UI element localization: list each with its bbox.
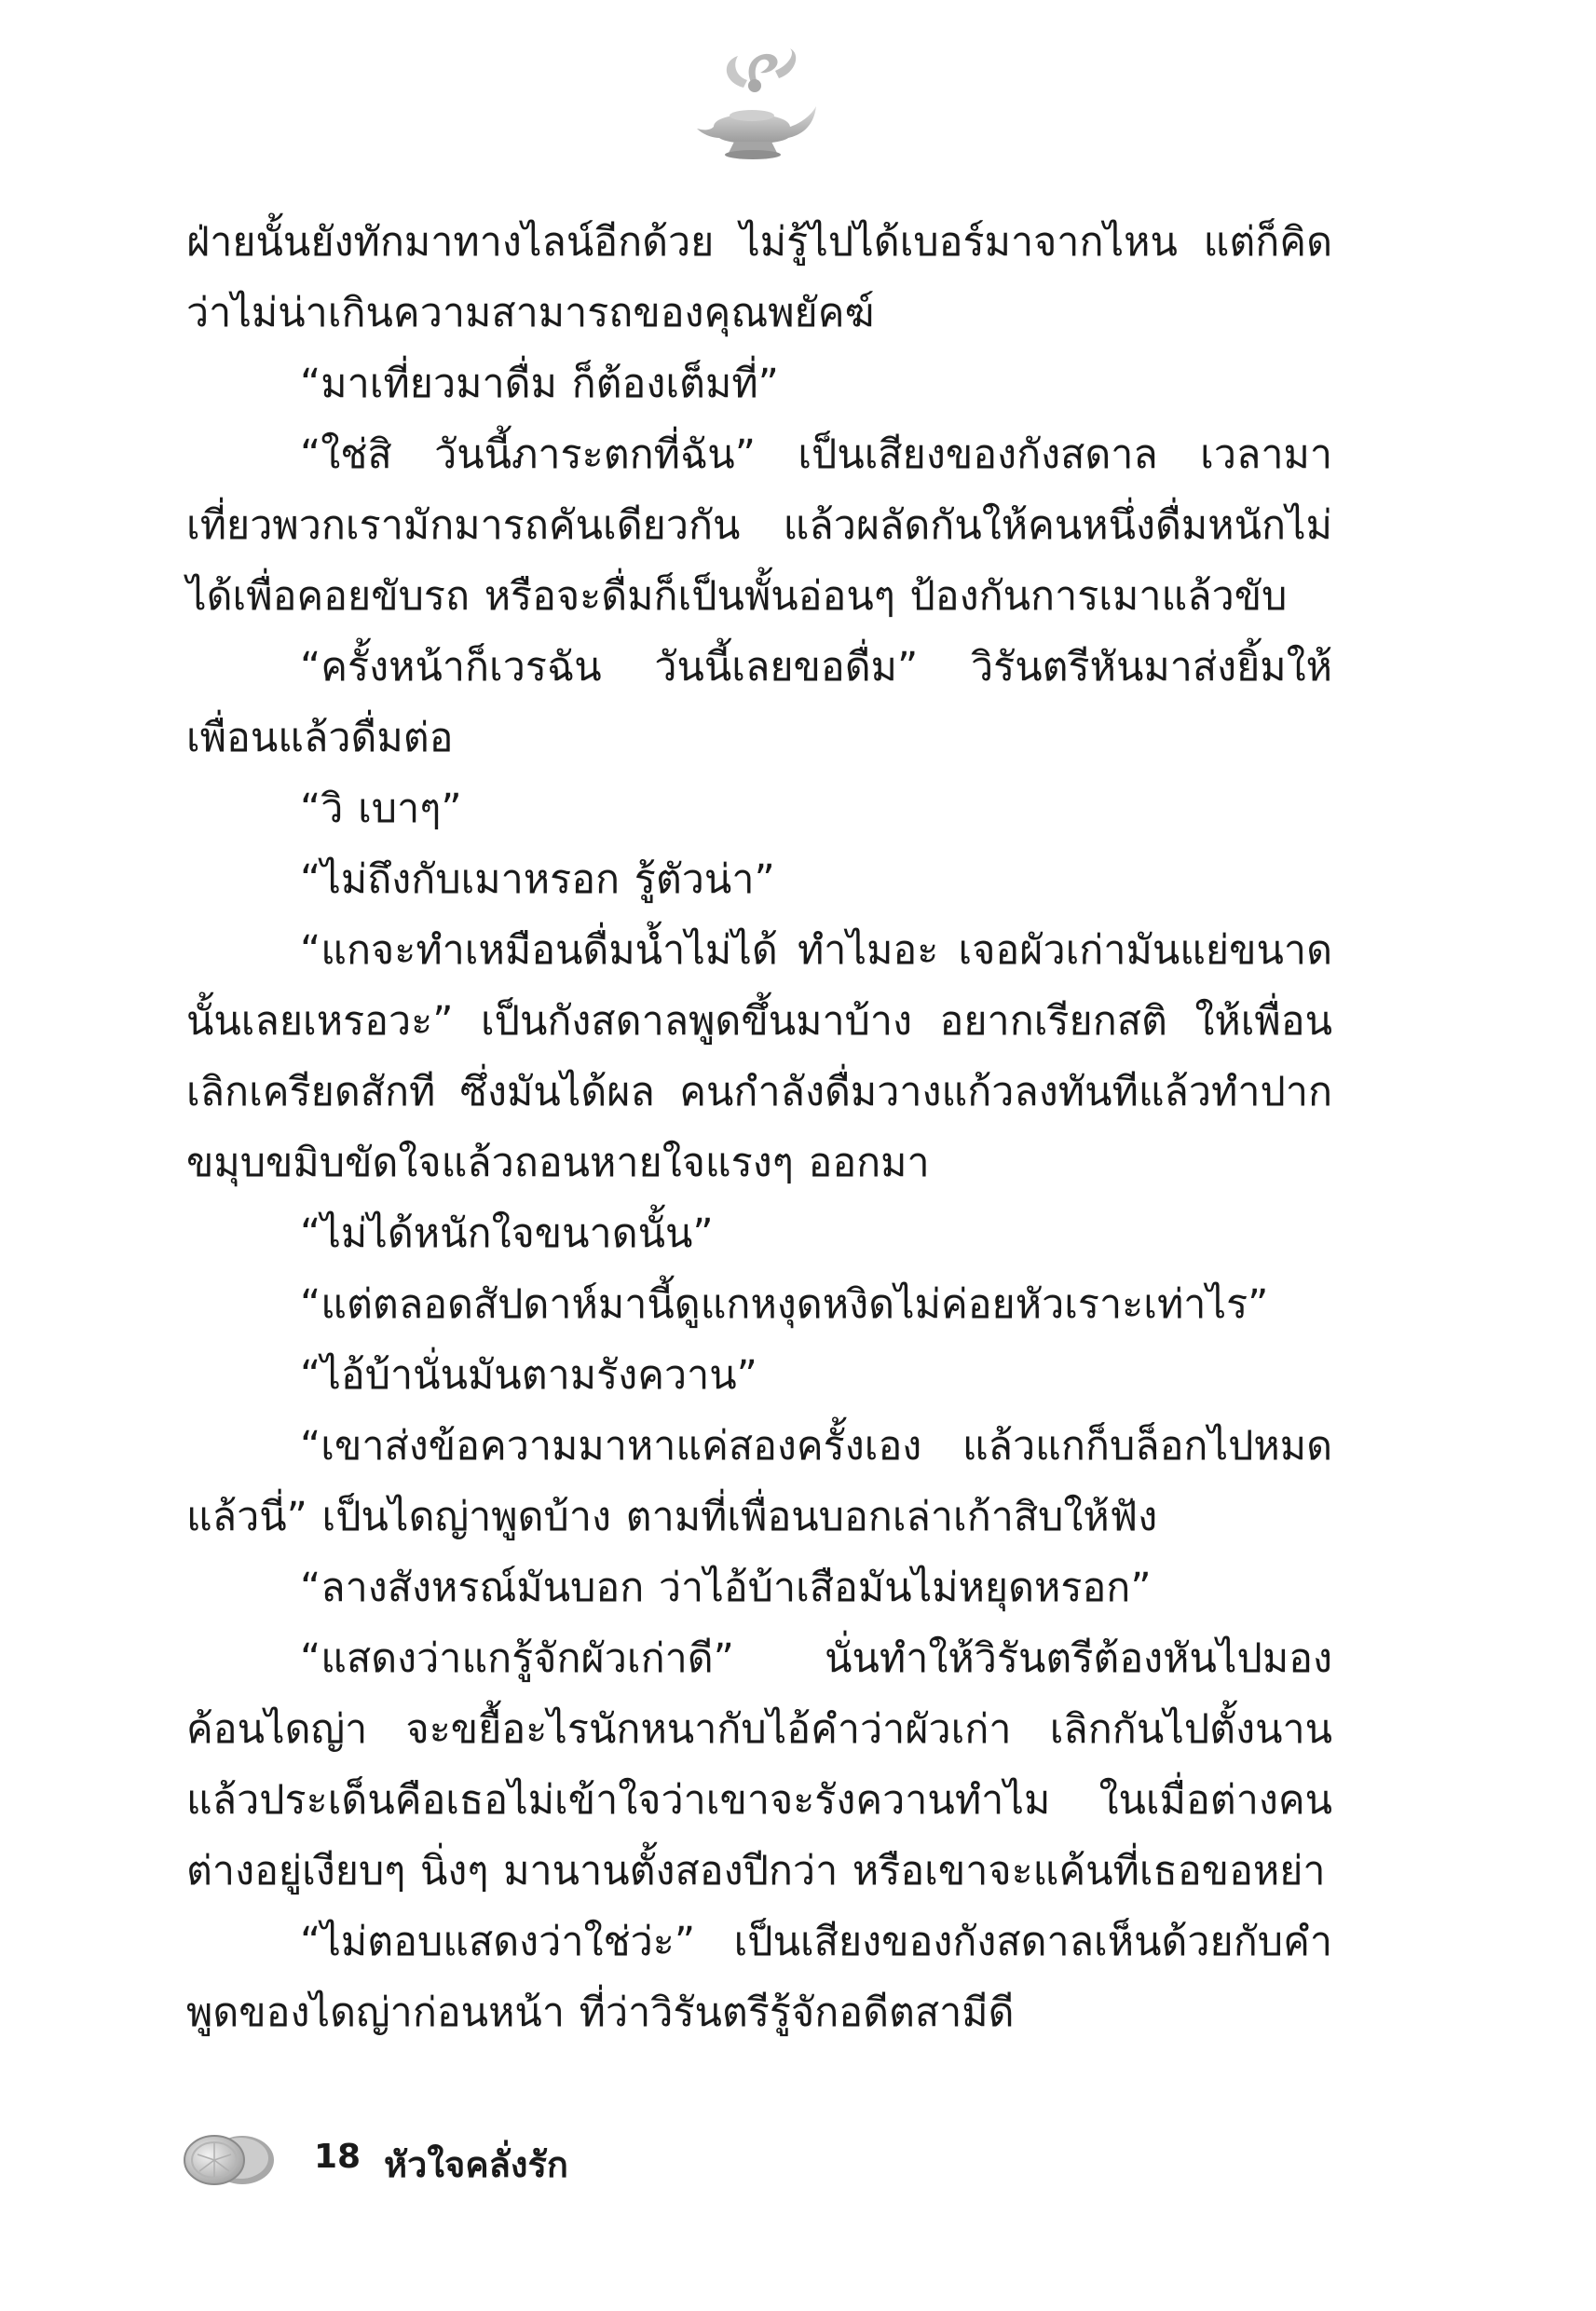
page-footer [179, 2128, 924, 2194]
paragraph: “เขาส่งข้อความมาหาแค่สองครั้งเอง แล้วแกก็บล็อกไปหมดแล้วนี่” เป็นไดญ่าพูดบ้าง ตามที่เพื่อนบอกเล่าเก้าสิบให้ฟัง [186, 1423, 1332, 1540]
paragraph: “ใช่สิ วันนี้ภาระตกที่ฉัน” เป็นเสียงของกังสดาล เวลามาเที่ยวพวกเรามักมารถคันเดียวกัน แล้วผลัดกันให้คนหนึ่งดื่มหนักไม่ได้เพื่อคอยขับรถ หรือจะดื่มก็เป็นพั้นอ่อนๆ ป้องกันการเมาแล้วขับ [186, 431, 1332, 620]
paragraph: “แสดงว่าแกรู้จักผัวเก่าดี” นั่นทำให้วิรันตรีต้องหันไปมองค้อนไดญ่า จะขยื้อะไรนักหนากับไอ้คำว่าผัวเก่า เลิกกันไปตั้งนานแล้วประเด็นคือเธอไม่เข้าใจว่าเขาจะรังควานทำไม ในเมื่อต่างคนต่างอยู่เงียบๆ นิ่งๆ มานานตั้งสองปีกว่า หรือเขาจะแค้นที่เธอขอหย่า [186, 1635, 1332, 1894]
paragraph: “มาเที่ยวมาดื่ม ก็ต้องเต็มที่” [300, 361, 779, 407]
paragraph: “ครั้งหน้าก็เวรฉัน วันนี้เลยขอดื่ม” วิรันตรีหันมาส่งยิ้มให้เพื่อนแล้วดื่มต่อ [186, 644, 1332, 761]
paragraph: “ไอ้บ้านั่นมันตามรังควาน” [300, 1352, 757, 1399]
paragraph: “ไม่ถึงกับเมาหรอก รู้ตัวน่า” [300, 856, 775, 903]
page-number: 18 [314, 2138, 361, 2176]
paragraph: “วิ เบาๆ” [300, 786, 462, 832]
book-title: หัวใจคลั่งรัก [384, 2144, 568, 2185]
header-ornament-lamp-icon [686, 45, 825, 166]
paragraph: “ไม่ตอบแสดงว่าใช่ว่ะ” เป็นเสียงของกังสดาลเห็นด้วยกับคำพูดของไดญ่าก่อนหน้า ที่ว่าวิรันตรีรู้จักอดีตสามีดี [186, 1919, 1332, 2036]
paragraph: “ลางสังหรณ์มันบอก ว่าไอ้บ้าเสือมันไม่หยุดหรอก” [300, 1565, 1152, 1611]
body-text [186, 207, 1332, 2048]
paragraph: “แต่ตลอดสัปดาห์มานี้ดูแกหงุดหงิดไม่ค่อยหัวเราะเท่าไร” [300, 1281, 1269, 1328]
paragraph: ฝ่ายนั้นยังทักมาทางไลน์อีกด้วย ไม่รู้ไปได้เบอร์มาจากไหน แต่ก็คิดว่าไม่น่าเกินความสามารถของคุณพยัคฆ์ [186, 219, 1332, 336]
orange-slice-icon [179, 2128, 281, 2188]
paragraph: “แกจะทำเหมือนดื่มน้ำไม่ได้ ทำไมอะ เจอผัวเก่ามันแย่ขนาดนั้นเลยเหรอวะ” เป็นกังสดาลพูดขึ้นมาบ้าง อยากเรียกสติ ให้เพื่อนเลิกเครียดสักที ซึ่งมันได้ผล คนกำลังดื่มวางแก้วลงทันทีแล้วทำปากขมุบขมิบขัดใจแล้วถอนหายใจแรงๆ ออกมา [186, 927, 1332, 1186]
paragraph: “ไม่ได้หนักใจขนาดนั้น” [300, 1210, 714, 1257]
